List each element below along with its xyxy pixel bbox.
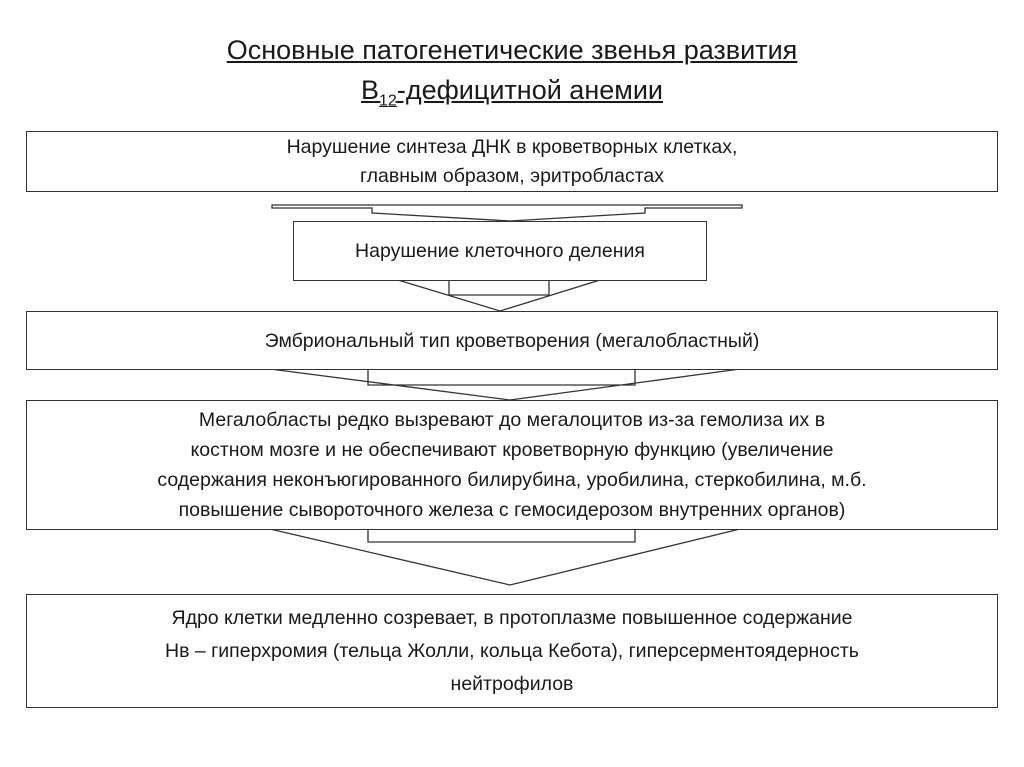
box-3-line-1: Эмбриональный тип кроветворения (мегалобластный) (264, 329, 760, 352)
box-4-line-2: костном мозге и не обеспечивают кроветворную функцию (увеличение (190, 439, 834, 461)
box-nucleus-maturation (26, 594, 998, 708)
box-1-line-1: Нарушение синтеза ДНК в кроветворных клетках, (286, 135, 738, 158)
box-4-line-3: содержания неконъюгированного билирубина, уробилина, стеркобилина, м.б. (157, 469, 867, 491)
title-line-1: Основные патогенетические звенья развития (226, 35, 798, 65)
arrow-1-to-2 (272, 205, 742, 221)
arrow-4-to-5 (270, 529, 740, 585)
box-dna-synthesis (26, 131, 998, 192)
title-line-2: $B_{12}$-дефицитной анемии (361, 75, 663, 110)
arrow-2-to-3 (398, 280, 600, 311)
box-4-line-4: повышение сывороточного железа с гемосидерозом внутренних органов) (178, 499, 846, 521)
arrow-3-to-4 (270, 369, 740, 400)
box-4-line-1: Мегалобласты редко вызревают до мегалоцитов из-за гемолиза их в (198, 409, 826, 431)
box-embryonic-hematopoiesis (26, 311, 998, 370)
box-1-line-2: главным образом, эритробластах (359, 164, 665, 187)
box-megaloblasts (26, 400, 998, 530)
box-2-line-1: Нарушение клеточного деления (355, 240, 645, 262)
box-cell-division (293, 221, 707, 281)
box-5-line-3: нейтрофилов (450, 672, 574, 695)
box-5-line-2: Нв – гиперхромия (тельца Жолли, кольца Кебота), гиперсерментоядерность (165, 639, 859, 662)
box-5-line-1: Ядро клетки медленно созревает, в протоплазме повышенное содержание (171, 606, 853, 629)
